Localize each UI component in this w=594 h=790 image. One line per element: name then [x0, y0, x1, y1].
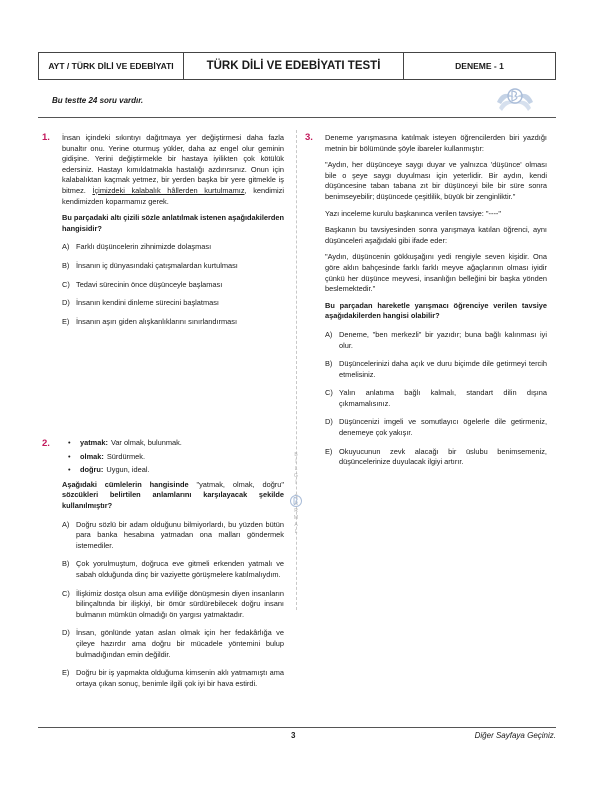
definition-list: [62, 438, 284, 476]
question-3-option-a[interactable]: A) Deneme, "ben merkezli" bir yazıdır; buna bağlı kalınması iyi olur.: [325, 329, 547, 350]
question-3-stem: Bu parçadan hareketle yarışmacı öğrenciye verilen tavsiye aşağıdakilerden hangisi olabilir?: [325, 300, 547, 321]
page-number: 3: [291, 731, 296, 740]
question-3-option-c[interactable]: C) Yalın anlatıma bağlı kalmalı, standart dilin dışına çıkmamalısınız.: [325, 388, 547, 408]
question-2-option-d[interactable]: D) İnsan, gönlünde yatan aslan olmak için her fedakârlığa ve çileye hazırdır ama doğru bir mücadele yöntemini bulup bulmadığından emin değildir.: [62, 628, 284, 659]
question-1-stem: Bu parçadaki altı çizili sözle anlatılmak istenen aşağıdakilerden hangisidir?: [62, 213, 284, 233]
sidebar-watermark: B İ L G İ S A R M A L: [293, 452, 299, 535]
header-title: TÜRK DİLİ VE EDEBİYATI TESTİ: [184, 53, 404, 79]
question-1-number: 1.: [42, 132, 50, 143]
question-2-option-b[interactable]: B) Çok yorulmuştum, doğruca eve gitmeli erkenden yatmalı ve sabah olduğunda dinç bir vaziyette görüşmelere katılmalıydım.: [62, 559, 284, 579]
definition-item: • yatmak: Var olmak, bulunmak.: [68, 438, 182, 447]
question-2-option-c[interactable]: C) İlişkimiz dostça olsun ama evliliğe dönüşmesin diyen insanların bilinçaltında bir ilişkiyi, bir ömür sürdürebilecek doğru insanı bulmanın mümkün olmadığı ön yargısı yatmaktadır.: [62, 588, 284, 619]
underlined-phrase: İçimizdeki kalabalık hâllerden kurtulmamız: [92, 185, 245, 195]
question-1-option-a[interactable]: A) Farklı düşüncelerin zihnimizde dolaşması: [62, 242, 212, 252]
question-2-number: 2.: [42, 438, 50, 449]
definition-item: • doğru: Uygun, ideal.: [68, 465, 150, 475]
question-1-option-e[interactable]: E) İnsanın aşırı giden alışkanlıklarını sınırlandırması: [62, 316, 238, 326]
publisher-logo-icon: [493, 80, 537, 120]
question-1-option-c[interactable]: C) Tedavi sürecinin önce düşünceyle başlaması: [62, 279, 223, 289]
test-note: Bu testte 24 soru vardır.: [52, 96, 144, 105]
question-3-context: Başkanın bu tavsiyesinden sonra yarışmaya katılan öğrenci, aynı düşünceleri aşağıdaki gibi ifade eder:: [325, 225, 547, 245]
question-3-quote-2: "Aydın, düşüncenin gökkuşağını yedi rengiyle seven kişidir. Ona göre aklın bahçesinde farklı farklı meyve ağaçlarının olması iyidir çünkü her düşünce meyvesi, insanlığın belleğini bir başka yönden beslemektedir.": [325, 252, 547, 294]
question-3-option-b[interactable]: B) Düşüncelerinizi daha açık ve duru biçimde dile getirmeyi tercih etmelisiniz.: [325, 359, 547, 379]
header-left: AYT / TÜRK DİLİ VE EDEBİYATI: [39, 53, 184, 79]
question-1-option-d[interactable]: D) İnsanın kendini dinleme sürecini başlatması: [62, 298, 219, 308]
question-3: [325, 133, 547, 476]
question-3-option-d[interactable]: D) Düşüncenizi imgeli ve somutlayıcı ögelerle dile getirmeniz, denemeye çok yakışır.: [325, 417, 547, 438]
question-2: [62, 438, 284, 697]
question-2-option-e[interactable]: E) Doğru bir iş yapmakta olduğuma kimsenin aklı yatmamıştı ama ortaya çıkan sonuç, benimle ilgili çok iyi bir hava estirdi.: [62, 668, 284, 688]
footer-rule: [38, 727, 556, 728]
question-3-number: 3.: [305, 132, 313, 143]
header-rule: [38, 117, 556, 118]
question-1-passage: İnsan içindeki sıkıntıyı dağıtmaya yer değiştirmesi daha fazla bunaltır onu. Yerine oturmuş yükler, daha az engel olur geminin gidişine. Yerini değiştirmekle bir hastaya iyilikten çok kötülük edersiniz. Hastayı kımıldatmakla hastalığı azdırırsınız. Onun için kalabalıktan kaçmak yetmez, bir yerden başka bir yere gitmekle iş bitmez. İçimizdeki kalabalık hâllerden kurtulmamız, kendimizi kendimizden koparmamız gerek.: [62, 133, 284, 206]
header-bar: [38, 52, 556, 80]
question-1: [62, 133, 284, 335]
question-3-quote-1: "Aydın, her düşünceye saygı duyar ve yalnızca 'düşünce' olması bile o şeye saygı duyulması için yeterlidir. Bir aydın, kendi düşüncesine taban tabana zıt bir düşünceyi bile bir süre sonra benimseyebilir; düşüncede çeşitlilik, büyük bir zenginliktir.": [325, 160, 547, 201]
question-2-stem: Aşağıdaki cümlelerin hangisinde "yatmak, olmak, doğru" sözcükleri belirtilen anlamlarını karşılayacak şekilde kullanılmıştır?: [62, 479, 284, 510]
question-2-option-a[interactable]: A) Doğru sözlü bir adam olduğunu bilmiyorlardı, bu yüzden bütün para banka hesabına yatmadan ona malları göndermek istemediler.: [62, 519, 284, 550]
header-right: DENEME - 1: [455, 61, 504, 71]
question-3-intro: Deneme yarışmasına katılmak isteyen öğrencilerden biri yazdığı metnin bir bölümünde şöyle ibareler kullanmıştır:: [325, 133, 547, 153]
question-3-advice: Yazı inceleme kurulu başkanınca verilen tavsiye: "----": [325, 208, 501, 218]
column-divider: [296, 130, 297, 610]
question-1-option-b[interactable]: B) İnsanın iç dünyasındaki çatışmalardan kurtulması: [62, 260, 238, 270]
definition-item: • olmak: Sürdürmek.: [68, 451, 146, 461]
question-3-option-e[interactable]: E) Okuyucunun zevk alacağı bir üslubu benimsemeniz, düşüncelerinize duyulacak ilgiyi artırır.: [325, 446, 547, 467]
next-page-note: Diğer Sayfaya Geçiniz.: [474, 731, 556, 740]
sidebar-logo-icon: [289, 494, 303, 508]
